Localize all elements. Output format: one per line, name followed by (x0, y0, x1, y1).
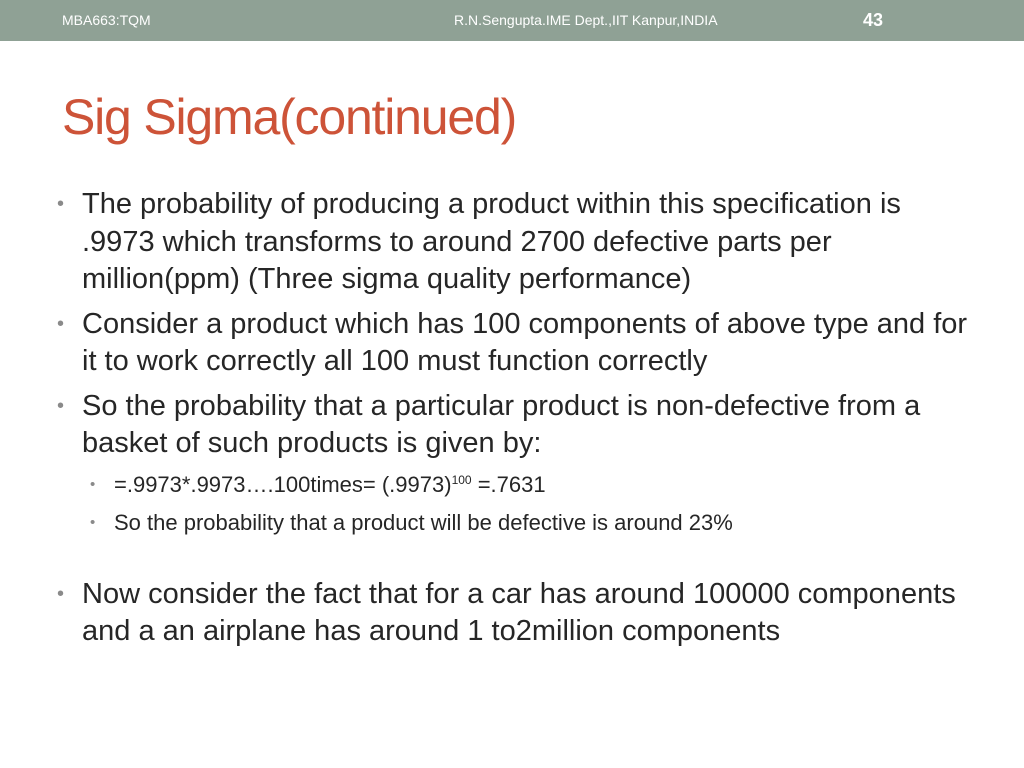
bullet-dot-icon: • (57, 394, 65, 417)
bullet-item (56, 186, 976, 299)
author-label: R.N.Sengupta.IME Dept.,IIT Kanpur,INDIA (454, 12, 718, 28)
sub-bullet-dot-icon: • (90, 513, 96, 531)
bullet-item (56, 576, 976, 651)
bullet-text: So the probability that a particular product is non-defective from a basket of such products is given by: (82, 389, 921, 459)
bullet-item (56, 306, 976, 381)
formula-result: =.7631 (471, 471, 546, 497)
header-bar (0, 0, 1024, 41)
bullet-text: The probability of producing a product within this specification is .9973 which transforms to around 2700 defective parts per million(ppm) (Three sigma quality performance) (82, 188, 901, 295)
spacer (56, 546, 976, 576)
bullet-text: Now consider the fact that for a car has around 100000 components and a an airplane has around 1 to2million components (82, 577, 956, 647)
bullet-item (56, 388, 976, 463)
sub-bullet-item (88, 470, 976, 500)
sub-bullet-item (88, 508, 976, 538)
bullet-dot-icon: • (57, 312, 65, 335)
formula-text: =.9973*.9973….100times= (.9973) (114, 471, 452, 497)
slide-title: Sig Sigma(continued) (62, 89, 517, 145)
sub-bullet-text: So the probability that a product will be defective is around 23% (114, 509, 733, 535)
course-label: MBA663:TQM (62, 12, 151, 28)
bullet-text: Consider a product which has 100 components of above type and for it to work correctly all 100 must function correctly (82, 307, 968, 377)
bullet-dot-icon: • (57, 193, 65, 215)
page-number: 43 (863, 10, 884, 30)
sub-bullet-dot-icon: • (90, 475, 96, 493)
slide-content (56, 186, 976, 658)
formula-exponent: 100 (451, 472, 472, 487)
bullet-dot-icon: • (57, 582, 65, 605)
